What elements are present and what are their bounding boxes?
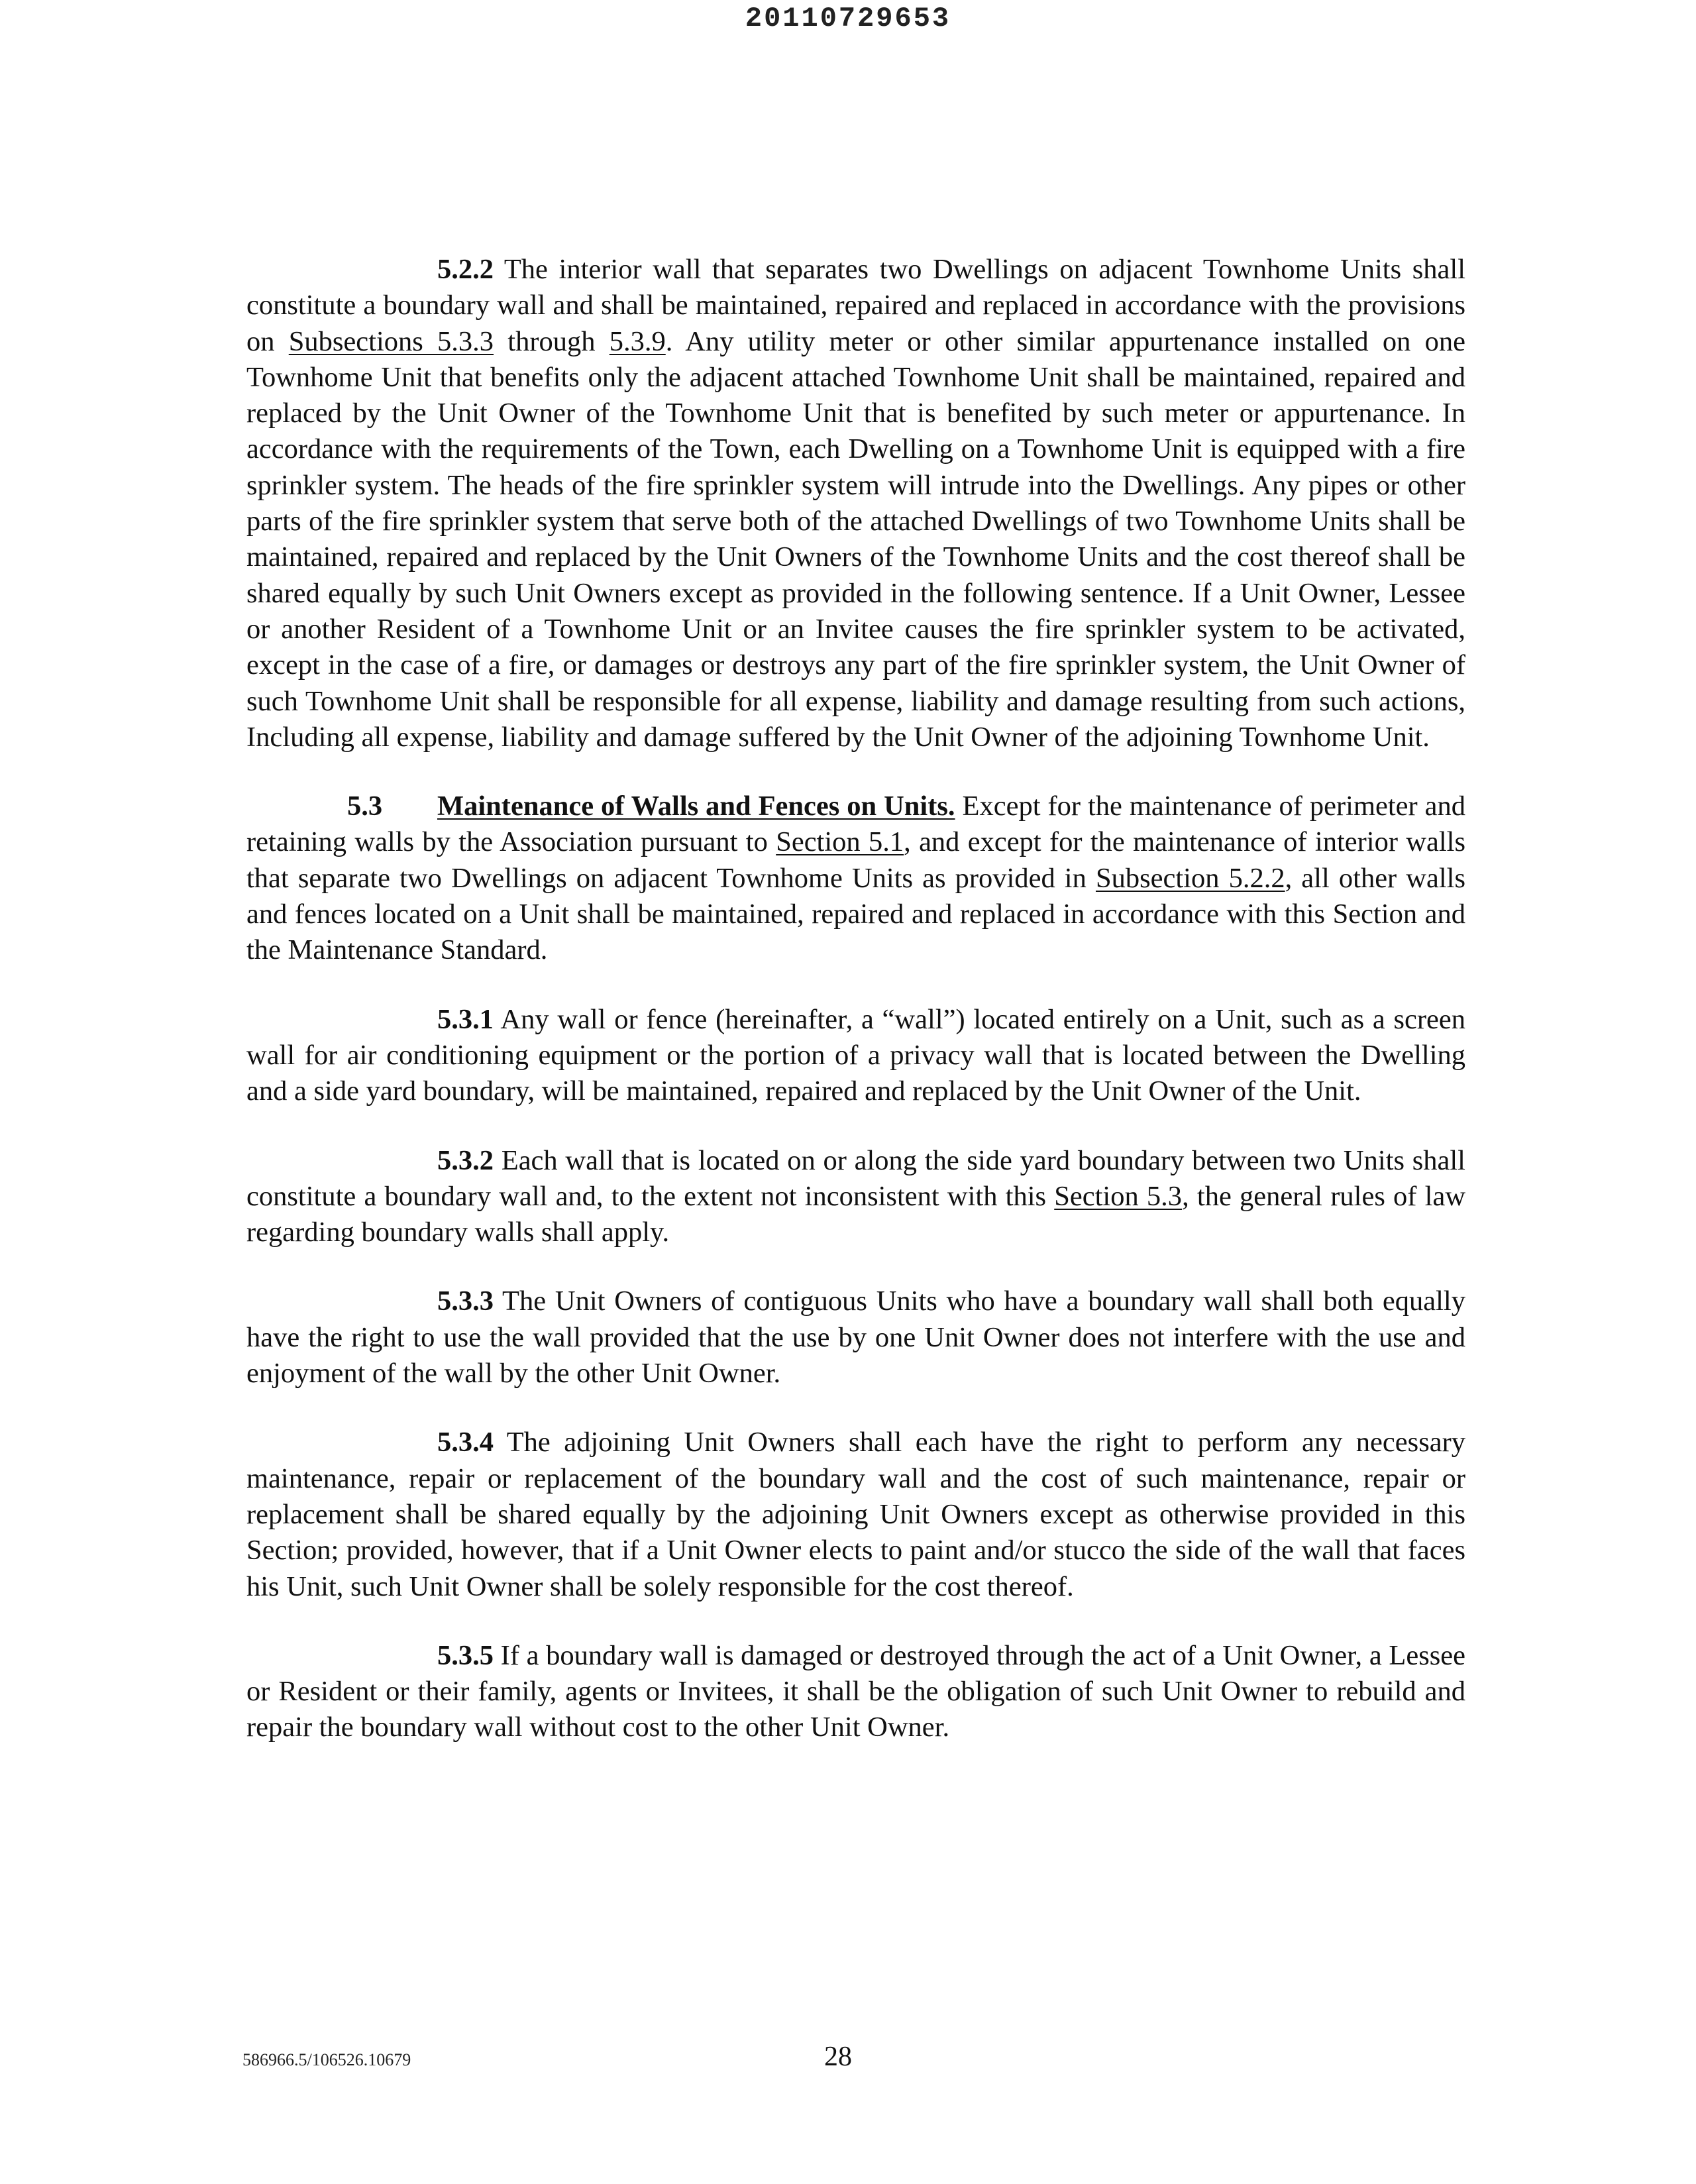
paragraph-text: , and except for the maintenance of interior walls that separate two Dwellings on adjacent Townhome Units as provided in (246, 826, 1466, 894)
document-body (246, 252, 1465, 1746)
paragraph-text: The adjoining Unit Owners shall each have the right to perform any necessary maintenance, repair or replacement of the boundary wall and the cost of such maintenance, repair or replacement shall be shared equally by the adjoining Unit Owners except as otherwise provided in this Section; provided, however, that if a Unit Owner elects to paint and/or stucco the side of the wall that faces his Unit, such Unit Owner shall be solely responsible for the cost thereof. (246, 1427, 1465, 1602)
subsection-number: 5.3.5 (437, 1639, 494, 1671)
subsection-5-3-1 (246, 1002, 1465, 1110)
page-number: 28 (824, 2042, 852, 2072)
recording-number: 20110729653 (745, 3, 951, 34)
cross-reference-link: 5.3.9 (609, 325, 666, 357)
cross-reference-link: Subsection 5.2.2 (1095, 862, 1285, 894)
paragraph-text: Each wall that is located on or along the side yard boundary between two Units shall constitute a boundary wall and, to the extent not inconsistent with this (246, 1144, 1465, 1212)
paragraph-text: Any wall or fence (hereinafter, a “wall”) located entirely on a Unit, such as a screen wall for air conditioning equipment or the portion of a privacy wall that is located between the Dwelling and a side yard boundary, will be maintained, repaired and replaced by the Unit Owner of the Unit. (246, 1003, 1465, 1107)
subsection-5-3-2 (246, 1143, 1465, 1251)
document-id: 586966.5/106526.10679 (242, 2050, 411, 2069)
paragraph-text: , all other walls and fences located on a Unit shall be maintained, repaired and replaced in accordance with this Section and the Maintenance Standard. (246, 862, 1466, 966)
subsection-5-3-3 (246, 1283, 1465, 1392)
subsection-5-3-5 (246, 1638, 1465, 1746)
cross-reference-link: Subsections 5.3.3 (288, 325, 494, 357)
subsection-5-2-2 (246, 252, 1465, 755)
subsection-number: 5.2.2 (437, 254, 494, 285)
subsection-5-3-4 (246, 1425, 1465, 1604)
subsection-number: 5.3.4 (437, 1427, 494, 1458)
subsection-number: 5.3.1 (437, 1003, 494, 1035)
paragraph-text: . Any utility meter or other similar appurtenance installed on one Townhome Unit that benefits only the adjacent attached Townhome Unit shall be maintained, repaired and replaced by the Unit Owner of the Townhome Unit that is benefited by such meter or appurtenance. In accordance with the requirements of the Town, each Dwelling on a Townhome Unit is equipped with a fire sprinkler system. The heads of the fire sprinkler system will intrude into the Dwellings. Any pipes or other parts of the fire sprinkler system that serve both of the attached Dwellings of two Townhome Units shall be maintained, repaired and replaced by the Unit Owners of the Townhome Units and the cost thereof shall be shared equally by such Unit Owners except as provided in the following sentence. If a Unit Owner, Lessee or another Resident of a Townhome Unit or an Invitee causes the fire sprinkler system to be activated, except in the case of a fire, or damages or destroys any part of the fire sprinkler system, the Unit Owner of such Townhome Unit shall be responsible for all expense, liability and damage resulting from such actions, Including all expense, liability and damage suffered by the Unit Owner of the adjoining Townhome Unit. (246, 325, 1466, 753)
paragraph-text: If a boundary wall is damaged or destroyed through the act of a Unit Owner, a Lessee or Resident or their family, agents or Invitees, it shall be the obligation of such Unit Owner to rebuild and repair the boundary wall without cost to the other Unit Owner. (246, 1639, 1465, 1743)
paragraph-text: The Unit Owners of contiguous Units who have a boundary wall shall both equally have the right to use the wall provided that the use by one Unit Owner does not interfere with the use and enjoyment of the wall by the other Unit Owner. (246, 1285, 1465, 1390)
paragraph-text: The interior wall that separates two Dwellings on adjacent Townhome Units shall constitute a boundary wall and shall be maintained, repaired and replaced in accordance with the provisions on (246, 254, 1465, 357)
cross-reference-link: Section 5.3 (1054, 1180, 1183, 1212)
section-number: 5.3 (347, 791, 383, 822)
cross-reference-link: Section 5.1 (776, 826, 904, 858)
paragraph-text: , the general rules of law regarding boundary walls shall apply. (246, 1180, 1466, 1248)
subsection-number: 5.3.3 (437, 1285, 494, 1317)
subsection-number: 5.3.2 (437, 1144, 494, 1176)
section-heading: Maintenance of Walls and Fences on Units. (437, 791, 955, 822)
section-5-3 (246, 789, 1465, 968)
paragraph-text: Except for the maintenance of perimeter and retaining walls by the Association pursuant to (246, 791, 1466, 858)
paragraph-text: through (494, 325, 610, 357)
